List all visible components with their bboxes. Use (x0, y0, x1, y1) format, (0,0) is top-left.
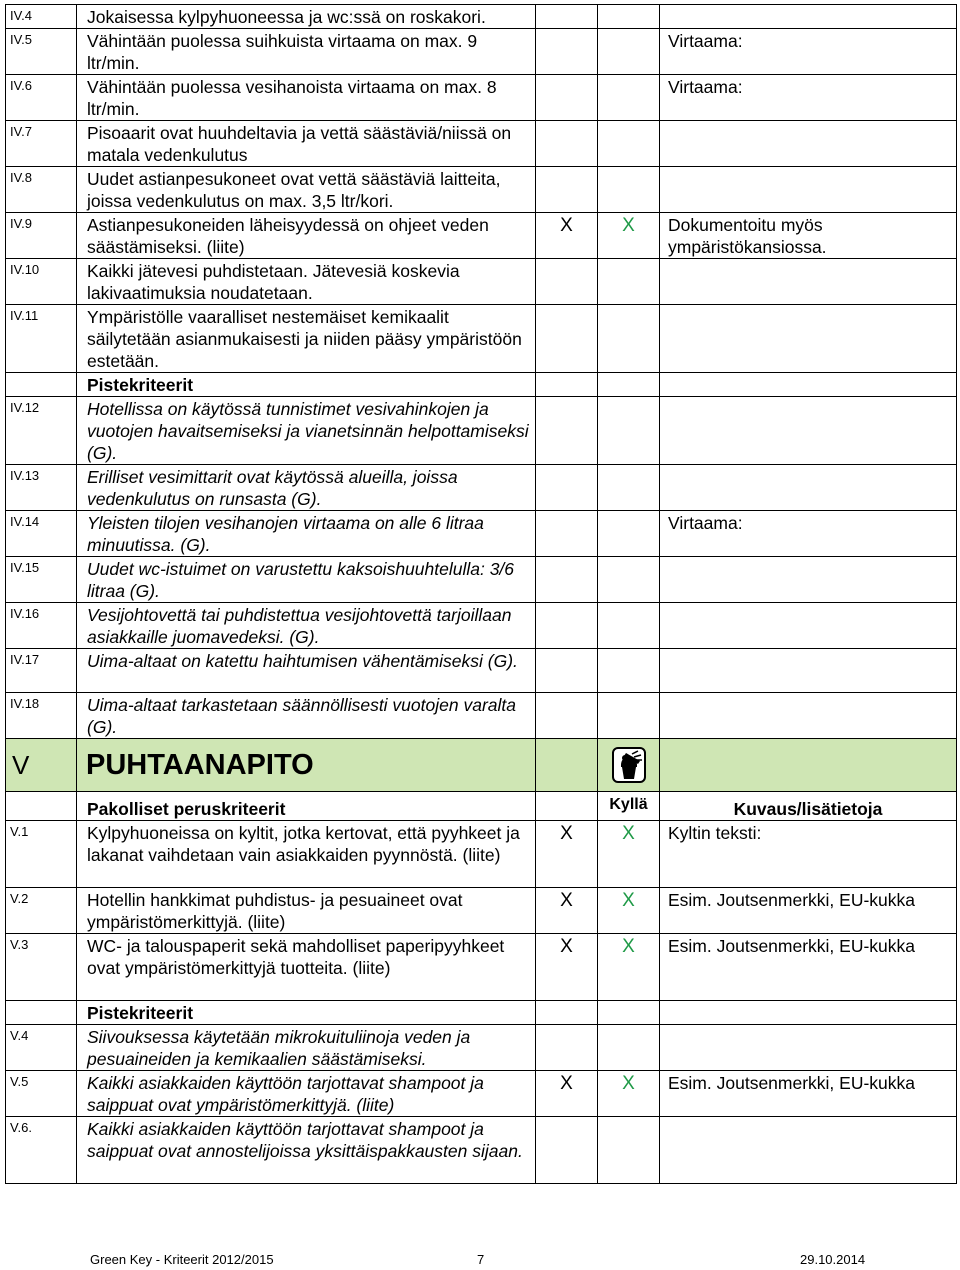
criteria-row (6, 557, 957, 603)
criteria-text: Uima-altaat tarkastetaan säännöllisesti vuotojen varalta (G). (77, 693, 536, 739)
pistekriteerit-label: Pistekriteerit (77, 1001, 536, 1025)
mark-column-1: X (536, 821, 598, 888)
criteria-note: Virtaama: (660, 29, 957, 75)
header-kuvaus: Kuvaus/lisätietoja (660, 792, 957, 821)
criteria-row (6, 5, 957, 29)
mark-column-1 (536, 397, 598, 465)
mark-column-2 (598, 603, 660, 649)
mark-column-2 (598, 397, 660, 465)
mark-column-1 (536, 649, 598, 693)
mark-column-1 (536, 557, 598, 603)
criteria-note (660, 305, 957, 373)
mark-column-2: X (598, 934, 660, 1001)
criteria-id: IV.13 (6, 465, 77, 511)
criteria-note (660, 1117, 957, 1184)
criteria-row (6, 934, 957, 1001)
criteria-text: Kylpyhuoneissa on kyltit, jotka kertovat, että pyyhkeet ja lakanat vaihdetaan vain asiakkaiden pyynnöstä. (liite) (77, 821, 536, 888)
mark-column-1 (536, 259, 598, 305)
criteria-id: IV.12 (6, 397, 77, 465)
criteria-note (660, 693, 957, 739)
mark-column-2 (598, 167, 660, 213)
mark-column-2: X (598, 821, 660, 888)
empty-cell (660, 1001, 957, 1025)
criteria-row (6, 693, 957, 739)
criteria-note (660, 1025, 957, 1071)
criteria-note: Dokumentoitu myös ympäristökansiossa. (660, 213, 957, 259)
mark-column-2 (598, 1025, 660, 1071)
cleaning-criteria-body (6, 821, 957, 1184)
mark-column-2 (598, 511, 660, 557)
criteria-id: V.3 (6, 934, 77, 1001)
criteria-text: Vähintään puolessa vesihanoista virtaama on max. 8 ltr/min. (77, 75, 536, 121)
cleaning-icon (612, 747, 646, 783)
mark-column-2: X (598, 213, 660, 259)
header-pakolliset: Pakolliset peruskriteerit (77, 792, 536, 821)
criteria-text: Siivouksessa käytetään mikrokuituliinoja veden ja pesuaineiden ja kemikaalien säästämiseksi. (77, 1025, 536, 1071)
section-v-body (6, 739, 957, 821)
mark-column-1 (536, 305, 598, 373)
criteria-text: Ympäristölle vaaralliset nestemäiset kemikaalit säilytetään asianmukaisesti ja niiden pääsy ympäristöön estetään. (77, 305, 536, 373)
empty-cell (660, 373, 957, 397)
criteria-id: V.6. (6, 1117, 77, 1184)
mark-column-2 (598, 693, 660, 739)
criteria-id: IV.17 (6, 649, 77, 693)
mark-column-1 (536, 75, 598, 121)
water-criteria-body (6, 5, 957, 739)
criteria-id: IV.4 (6, 5, 77, 29)
points-criteria-label-row (6, 1001, 957, 1025)
criteria-row (6, 1071, 957, 1117)
criteria-note (660, 121, 957, 167)
mark-column-1: X (536, 213, 598, 259)
criteria-row (6, 259, 957, 305)
footer-page-number: 7 (477, 1252, 485, 1267)
mark-column-1 (536, 603, 598, 649)
empty-cell (536, 373, 598, 397)
mark-column-1 (536, 511, 598, 557)
mark-column-1: X (536, 1071, 598, 1117)
empty-cell (598, 1001, 660, 1025)
mark-column-1 (536, 465, 598, 511)
criteria-row (6, 649, 957, 693)
section-header-row (6, 739, 957, 792)
criteria-text: Jokaisessa kylpyhuoneessa ja wc:ssä on roskakori. (77, 5, 536, 29)
mark-column-2 (598, 5, 660, 29)
criteria-id: IV.7 (6, 121, 77, 167)
criteria-note: Virtaama: (660, 511, 957, 557)
criteria-text: Erilliset vesimittarit ovat käytössä alueilla, joissa vedenkulutus on runsasta (G). (77, 465, 536, 511)
criteria-text: Uudet wc-istuimet on varustettu kaksoishuuhtelulla: 3/6 litraa (G). (77, 557, 536, 603)
header-kylla: Kyllä (598, 792, 660, 821)
criteria-row (6, 75, 957, 121)
criteria-text: Pisoaarit ovat huuhdeltavia ja vettä säästäviä/niissä on matala vedenkulutus (77, 121, 536, 167)
criteria-note (660, 649, 957, 693)
criteria-text: Vesijohtovettä tai puhdistettua vesijohtovettä tarjoillaan asiakkaille juomavedeksi. (G). (77, 603, 536, 649)
criteria-text: Hotellin hankkimat puhdistus- ja pesuaineet ovat ympäristömerkittyjä. (liite) (77, 888, 536, 934)
mark-column-1: X (536, 934, 598, 1001)
mark-column-2: X (598, 1071, 660, 1117)
pistekriteerit-label: Pistekriteerit (77, 373, 536, 397)
criteria-row (6, 167, 957, 213)
mark-column-1 (536, 167, 598, 213)
footer-title: Green Key - Kriteerit 2012/2015 (90, 1252, 274, 1267)
criteria-text: Kaikki jätevesi puhdistetaan. Jätevesiä koskevia lakivaatimuksia noudatetaan. (77, 259, 536, 305)
mark-column-1 (536, 693, 598, 739)
criteria-id: V.2 (6, 888, 77, 934)
mark-column-2 (598, 121, 660, 167)
mark-column-2 (598, 465, 660, 511)
criteria-text: Yleisten tilojen vesihanojen virtaama on alle 6 litraa minuutissa. (G). (77, 511, 536, 557)
criteria-row (6, 465, 957, 511)
mark-column-2 (598, 29, 660, 75)
criteria-row (6, 397, 957, 465)
section-icon-cell (598, 739, 660, 792)
empty-cell (598, 373, 660, 397)
criteria-row (6, 1117, 957, 1184)
empty-cell (6, 1001, 77, 1025)
criteria-id: V.1 (6, 821, 77, 888)
criteria-id: V.5 (6, 1071, 77, 1117)
criteria-note: Kyltin teksti: (660, 821, 957, 888)
mark-column-2 (598, 1117, 660, 1184)
criteria-text: Hotellissa on käytössä tunnistimet vesivahinkojen ja vuotojen havaitsemiseksi ja vianetsinnän helpottamiseksi (G). (77, 397, 536, 465)
criteria-text: Uudet astianpesukoneet ovat vettä säästäviä laitteita, joissa vedenkulutus on max. 3,5 ltr/kori. (77, 167, 536, 213)
criteria-row (6, 888, 957, 934)
criteria-id: IV.11 (6, 305, 77, 373)
criteria-note: Esim. Joutsenmerkki, EU-kukka (660, 1071, 957, 1117)
mark-column-2 (598, 557, 660, 603)
footer-date: 29.10.2014 (800, 1252, 866, 1267)
mark-column-2 (598, 305, 660, 373)
criteria-row (6, 1025, 957, 1071)
section-id: V (6, 739, 77, 792)
column-header-row (6, 792, 957, 821)
mark-column-1 (536, 1117, 598, 1184)
criteria-note (660, 397, 957, 465)
points-criteria-label-row (6, 373, 957, 397)
criteria-note: Esim. Joutsenmerkki, EU-kukka (660, 888, 957, 934)
criteria-note (660, 167, 957, 213)
criteria-id: IV.9 (6, 213, 77, 259)
criteria-note (660, 259, 957, 305)
mark-column-1 (536, 29, 598, 75)
criteria-id: IV.16 (6, 603, 77, 649)
section-title: PUHTAANAPITO (77, 739, 536, 792)
criteria-text: Kaikki asiakkaiden käyttöön tarjottavat shampoot ja saippuat ovat annostelijoissa yksittäispakkausten sijaan. (77, 1117, 536, 1184)
criteria-table (5, 4, 957, 1184)
criteria-id: IV.6 (6, 75, 77, 121)
criteria-row (6, 29, 957, 75)
empty-cell (536, 1001, 598, 1025)
criteria-id: IV.5 (6, 29, 77, 75)
criteria-id: IV.18 (6, 693, 77, 739)
criteria-id: IV.8 (6, 167, 77, 213)
empty-cell (6, 373, 77, 397)
criteria-id: IV.15 (6, 557, 77, 603)
mark-column-2 (598, 259, 660, 305)
criteria-id: IV.10 (6, 259, 77, 305)
criteria-note (660, 557, 957, 603)
criteria-row (6, 305, 957, 373)
criteria-row (6, 511, 957, 557)
criteria-row (6, 213, 957, 259)
mark-column-1 (536, 1025, 598, 1071)
criteria-row (6, 821, 957, 888)
criteria-id: V.4 (6, 1025, 77, 1071)
criteria-note (660, 5, 957, 29)
criteria-text: Kaikki asiakkaiden käyttöön tarjottavat shampoot ja saippuat ovat ympäristömerkittyjä. (liite) (77, 1071, 536, 1117)
mark-column-1 (536, 121, 598, 167)
criteria-id: IV.14 (6, 511, 77, 557)
criteria-note (660, 603, 957, 649)
mark-column-2 (598, 75, 660, 121)
criteria-note (660, 465, 957, 511)
mark-column-1 (536, 5, 598, 29)
mark-column-2: X (598, 888, 660, 934)
criteria-text: WC- ja talouspaperit sekä mahdolliset paperipyyhkeet ovat ympäristömerkittyjä tuotteita. (liite) (77, 934, 536, 1001)
criteria-text: Uima-altaat on katettu haihtumisen vähentämiseksi (G). (77, 649, 536, 693)
criteria-row (6, 603, 957, 649)
mark-column-2 (598, 649, 660, 693)
criteria-row (6, 121, 957, 167)
criteria-note: Virtaama: (660, 75, 957, 121)
mark-column-1: X (536, 888, 598, 934)
criteria-note: Esim. Joutsenmerkki, EU-kukka (660, 934, 957, 1001)
criteria-text: Astianpesukoneiden läheisyydessä on ohjeet veden säästämiseksi. (liite) (77, 213, 536, 259)
criteria-text: Vähintään puolessa suihkuista virtaama on max. 9 ltr/min. (77, 29, 536, 75)
